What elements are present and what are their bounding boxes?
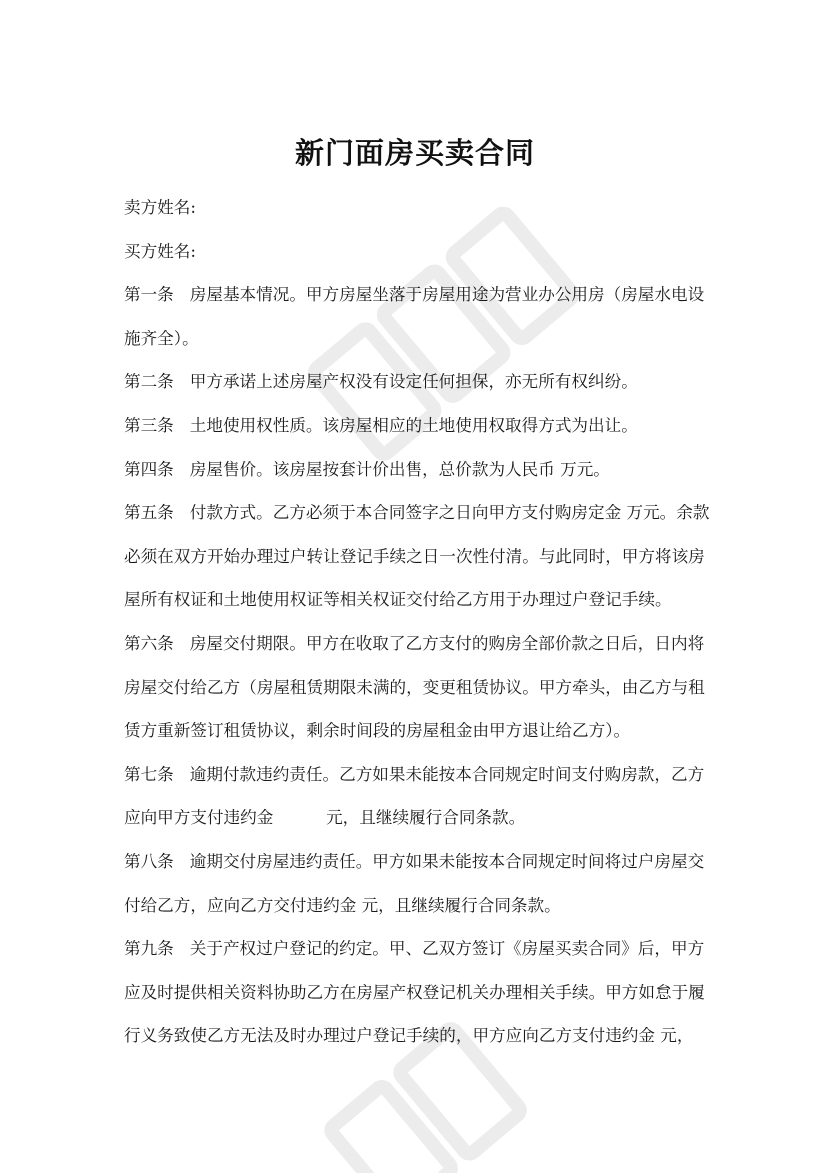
clause-number: 第九条	[124, 939, 174, 959]
clause-8	[124, 840, 714, 927]
clause-6	[124, 622, 714, 753]
clause-number: 第三条	[124, 415, 174, 435]
clause-number: 第五条	[124, 503, 174, 523]
clause-2	[124, 360, 714, 404]
clause-number: 第七条	[124, 764, 174, 784]
clause-number: 第六条	[124, 633, 174, 653]
clause-1	[124, 273, 714, 360]
clause-number: 第四条	[124, 459, 174, 479]
buyer-name-line: 买方姓名:	[124, 241, 196, 261]
clause-text: 逾期交付房屋违约责任。甲方如果未能按本合同规定时间将过户房屋交付给乙方，应向乙方交付违约金 元，且继续履行合同条款。	[124, 851, 705, 915]
clause-number: 第八条	[124, 851, 174, 871]
clause-text: 关于产权过户登记的约定。甲、乙双方签订《房屋买卖合同》后，甲方应及时提供相关资料协助乙方在房屋产权登记机关办理相关手续。甲方如怠于履行义务致使乙方无法及时办理过户登记手续的，甲方应向乙方支付违约金 元，	[124, 939, 705, 1046]
clause-text: 逾期付款违约责任。乙方如果未能按本合同规定时间支付购房款，乙方应向甲方支付违约金 元，且继续履行合同条款。	[124, 764, 705, 828]
seller-name-line: 卖方姓名:	[124, 198, 196, 217]
clause-text: 土地使用权性质。该房屋相应的土地使用权取得方式为出让。	[189, 415, 638, 435]
clause-4	[124, 448, 714, 492]
clause-number: 第二条	[124, 372, 174, 392]
clause-5	[124, 491, 714, 622]
clause-text: 房屋售价。该房屋按套计价出售，总价款为人民币 万元。	[189, 459, 610, 479]
clause-text: 房屋基本情况。甲方房屋坐落于房屋用途为营业办公用房（房屋水电设施齐全）。	[124, 285, 705, 348]
clause-text: 甲方承诺上述房屋产权没有设定任何担保，亦无所有权纠纷。	[189, 372, 638, 392]
clause-text: 付款方式。乙方必须于本合同签字之日向甲方支付购房定金 万元。余款必须在双方开始办理过户转让登记手续之日一次性付清。与此同时，甲方将该房屋所有权证和土地使用权证等相关权证交付给乙方用于办理过户登记手续。	[124, 503, 710, 610]
clause-3	[124, 404, 714, 448]
clause-7	[124, 753, 714, 840]
document-title: 新门面房买卖合同	[294, 136, 535, 171]
clause-number: 第一条	[124, 285, 174, 305]
clause-text: 房屋交付期限。甲方在收取了乙方支付的购房全部价款之日后，日内将房屋交付给乙方（房屋租赁期限未满的，变更租赁协议。甲方牵头，由乙方与租赁方重新签订租赁协议，剩余时间段的房屋租金由甲方退让给乙方）。	[124, 633, 705, 741]
clause-9	[124, 927, 714, 1058]
document-body	[124, 186, 714, 1058]
